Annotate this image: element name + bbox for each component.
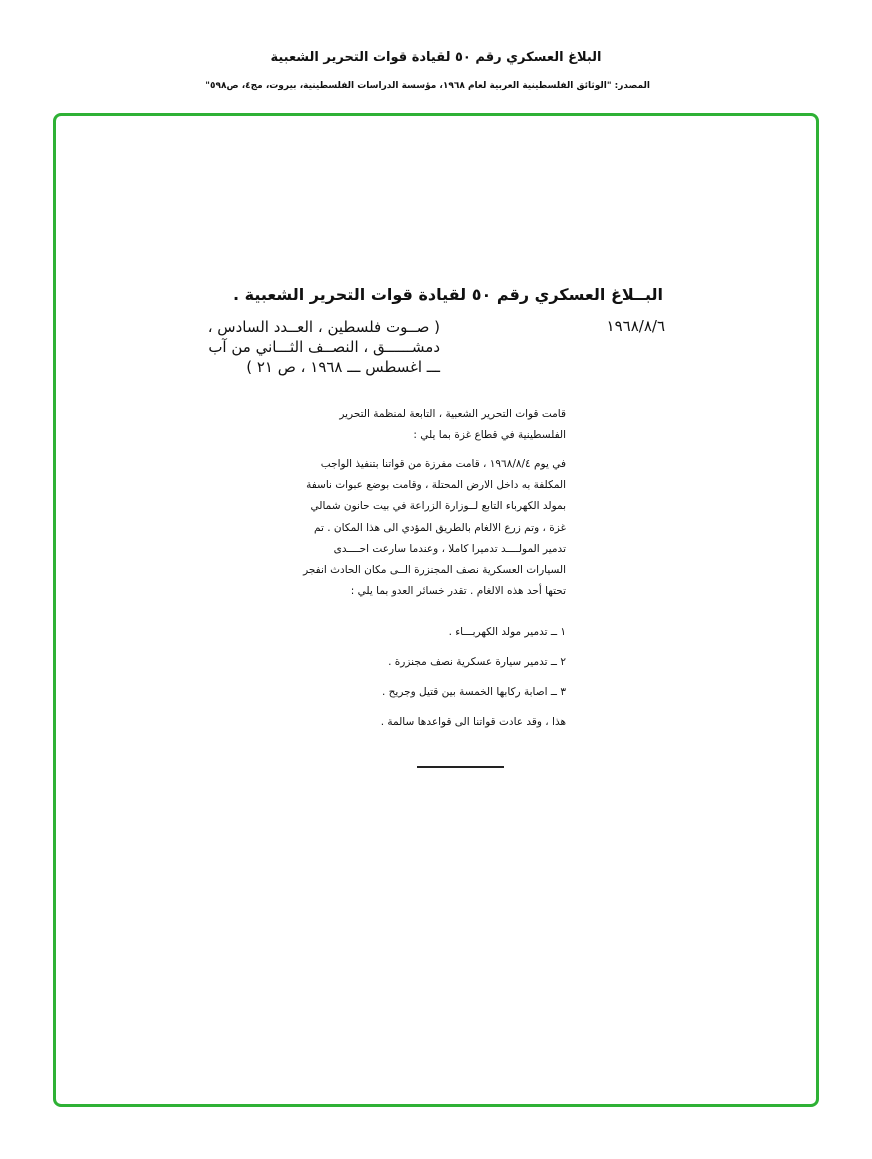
end-rule	[417, 766, 504, 768]
closing-line: هذا ، وقد عادت قواتنا الى قواعدها سالمة .	[380, 716, 566, 728]
page-title: البلاغ العسكري رقم ٥٠ لقيادة قوات التحرير الشعبية	[270, 50, 602, 65]
document-frame	[53, 113, 819, 1107]
loss-item: ٣ ــ اصابة ركابها الخمسة بين قتيل وجريح .	[381, 686, 566, 698]
citation-line: ( صــوت فلسطين ، العــدد السادس ،	[207, 318, 440, 336]
loss-item: ١ ــ تدمير مولد الكهربـــاء .	[448, 626, 566, 638]
document-date: ١٩٦٨/٨/٦	[606, 317, 665, 335]
body-paragraph: في يوم ١٩٦٨/٨/٤ ، قامت مفرزة من قواتنا بتنفيذ الواجب المكلفة به داخل الارض المحتلة ، وقامت بوضع عبوات ناسفة بمولد الكهرباء التابع لــوزارة الزراعة في بيت حانون شمالي غزة ، وتم زرع الالغام بالطريق المؤدي الى هذا المكان . تم تدمير المولــــد تدميرا كاملا ، وعندما سارعت احــــدى السيارات العسكرية نصف المجنزرة الــى مكان الحادث انفجر تحتها أحد هذه الالغام . تقدر خسائر العدو بما يلي :	[303, 458, 566, 598]
citation-line: دمشــــــق ، النصــف الثـــاني من آب	[208, 338, 440, 356]
loss-item: ٢ ــ تدمير سيارة عسكرية نصف مجنزرة .	[388, 656, 566, 668]
citation-line: ـــ اغسطس ـــ ١٩٦٨ ، ص ٢١ )	[246, 358, 440, 376]
document-title: البــلاغ العسكري رقم ٥٠ لقيادة قوات التحرير الشعبية .	[232, 285, 663, 304]
intro-paragraph: قامت قوات التحرير الشعبية ، التابعة لمنظمة التحرير الفلسطينية في قطاع غزة بما يلي :	[339, 408, 566, 442]
source-citation: المصدر: "الوثائق الفلسطينية العربية لعام ١٩٦٨، مؤسسة الدراسات الفلسطينية، بيروت، مج٤، ص٥٩٨"	[205, 81, 650, 91]
